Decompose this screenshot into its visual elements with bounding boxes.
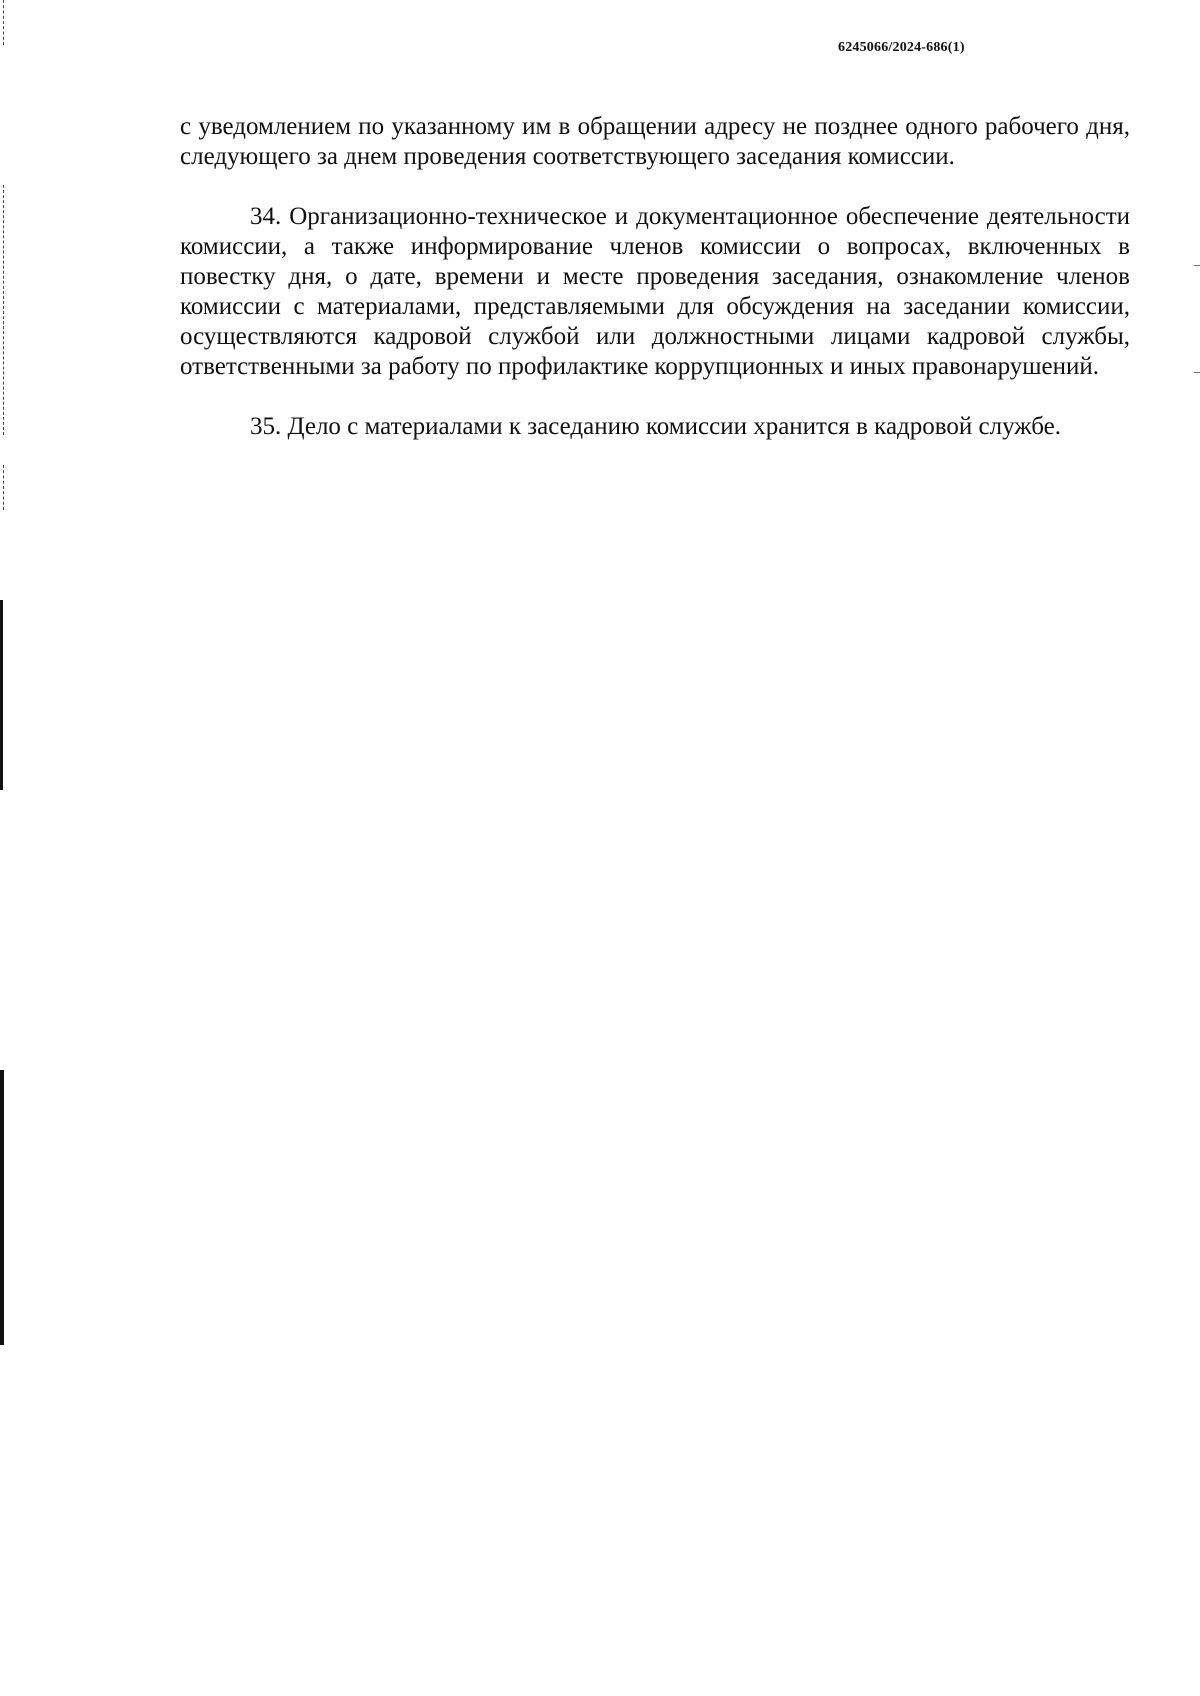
paragraph-continuation: с уведомлением по указанному им в обращении адресу не позднее одного рабочего дня, следующего за днем проведения соответствующего заседания комиссии. — [180, 113, 1130, 170]
scan-edge-bar — [0, 600, 3, 790]
scan-edge-dashes — [3, 0, 5, 45]
paragraph-34: 34. Организационно-техническое и документационное обеспечение деятельности комиссии, а также информирование членов комиссии о вопросах, включенных в повестку дня, о дате, времени и месте проведения заседания, ознакомление членов комиссии с материалами, представляемыми для обсуждения на заседании комиссии, осуществляются кадровой службой или должностными лицами кадровой службы, ответственными за работу по профилактике коррупционных и иных правонарушений. — [180, 203, 1130, 380]
scan-edge-dashes — [3, 465, 5, 510]
scan-edge-tick — [1194, 265, 1200, 266]
document-number: 6245066/2024-686(1) — [838, 40, 965, 55]
document-body — [180, 112, 1130, 442]
scan-edge-tick — [1194, 372, 1200, 373]
scan-edge-bar — [0, 1070, 4, 1345]
scan-edge-dashes — [3, 185, 5, 435]
paragraph-35: 35. Дело с материалами к заседанию комиссии хранится в кадровой службе. — [250, 413, 1061, 440]
